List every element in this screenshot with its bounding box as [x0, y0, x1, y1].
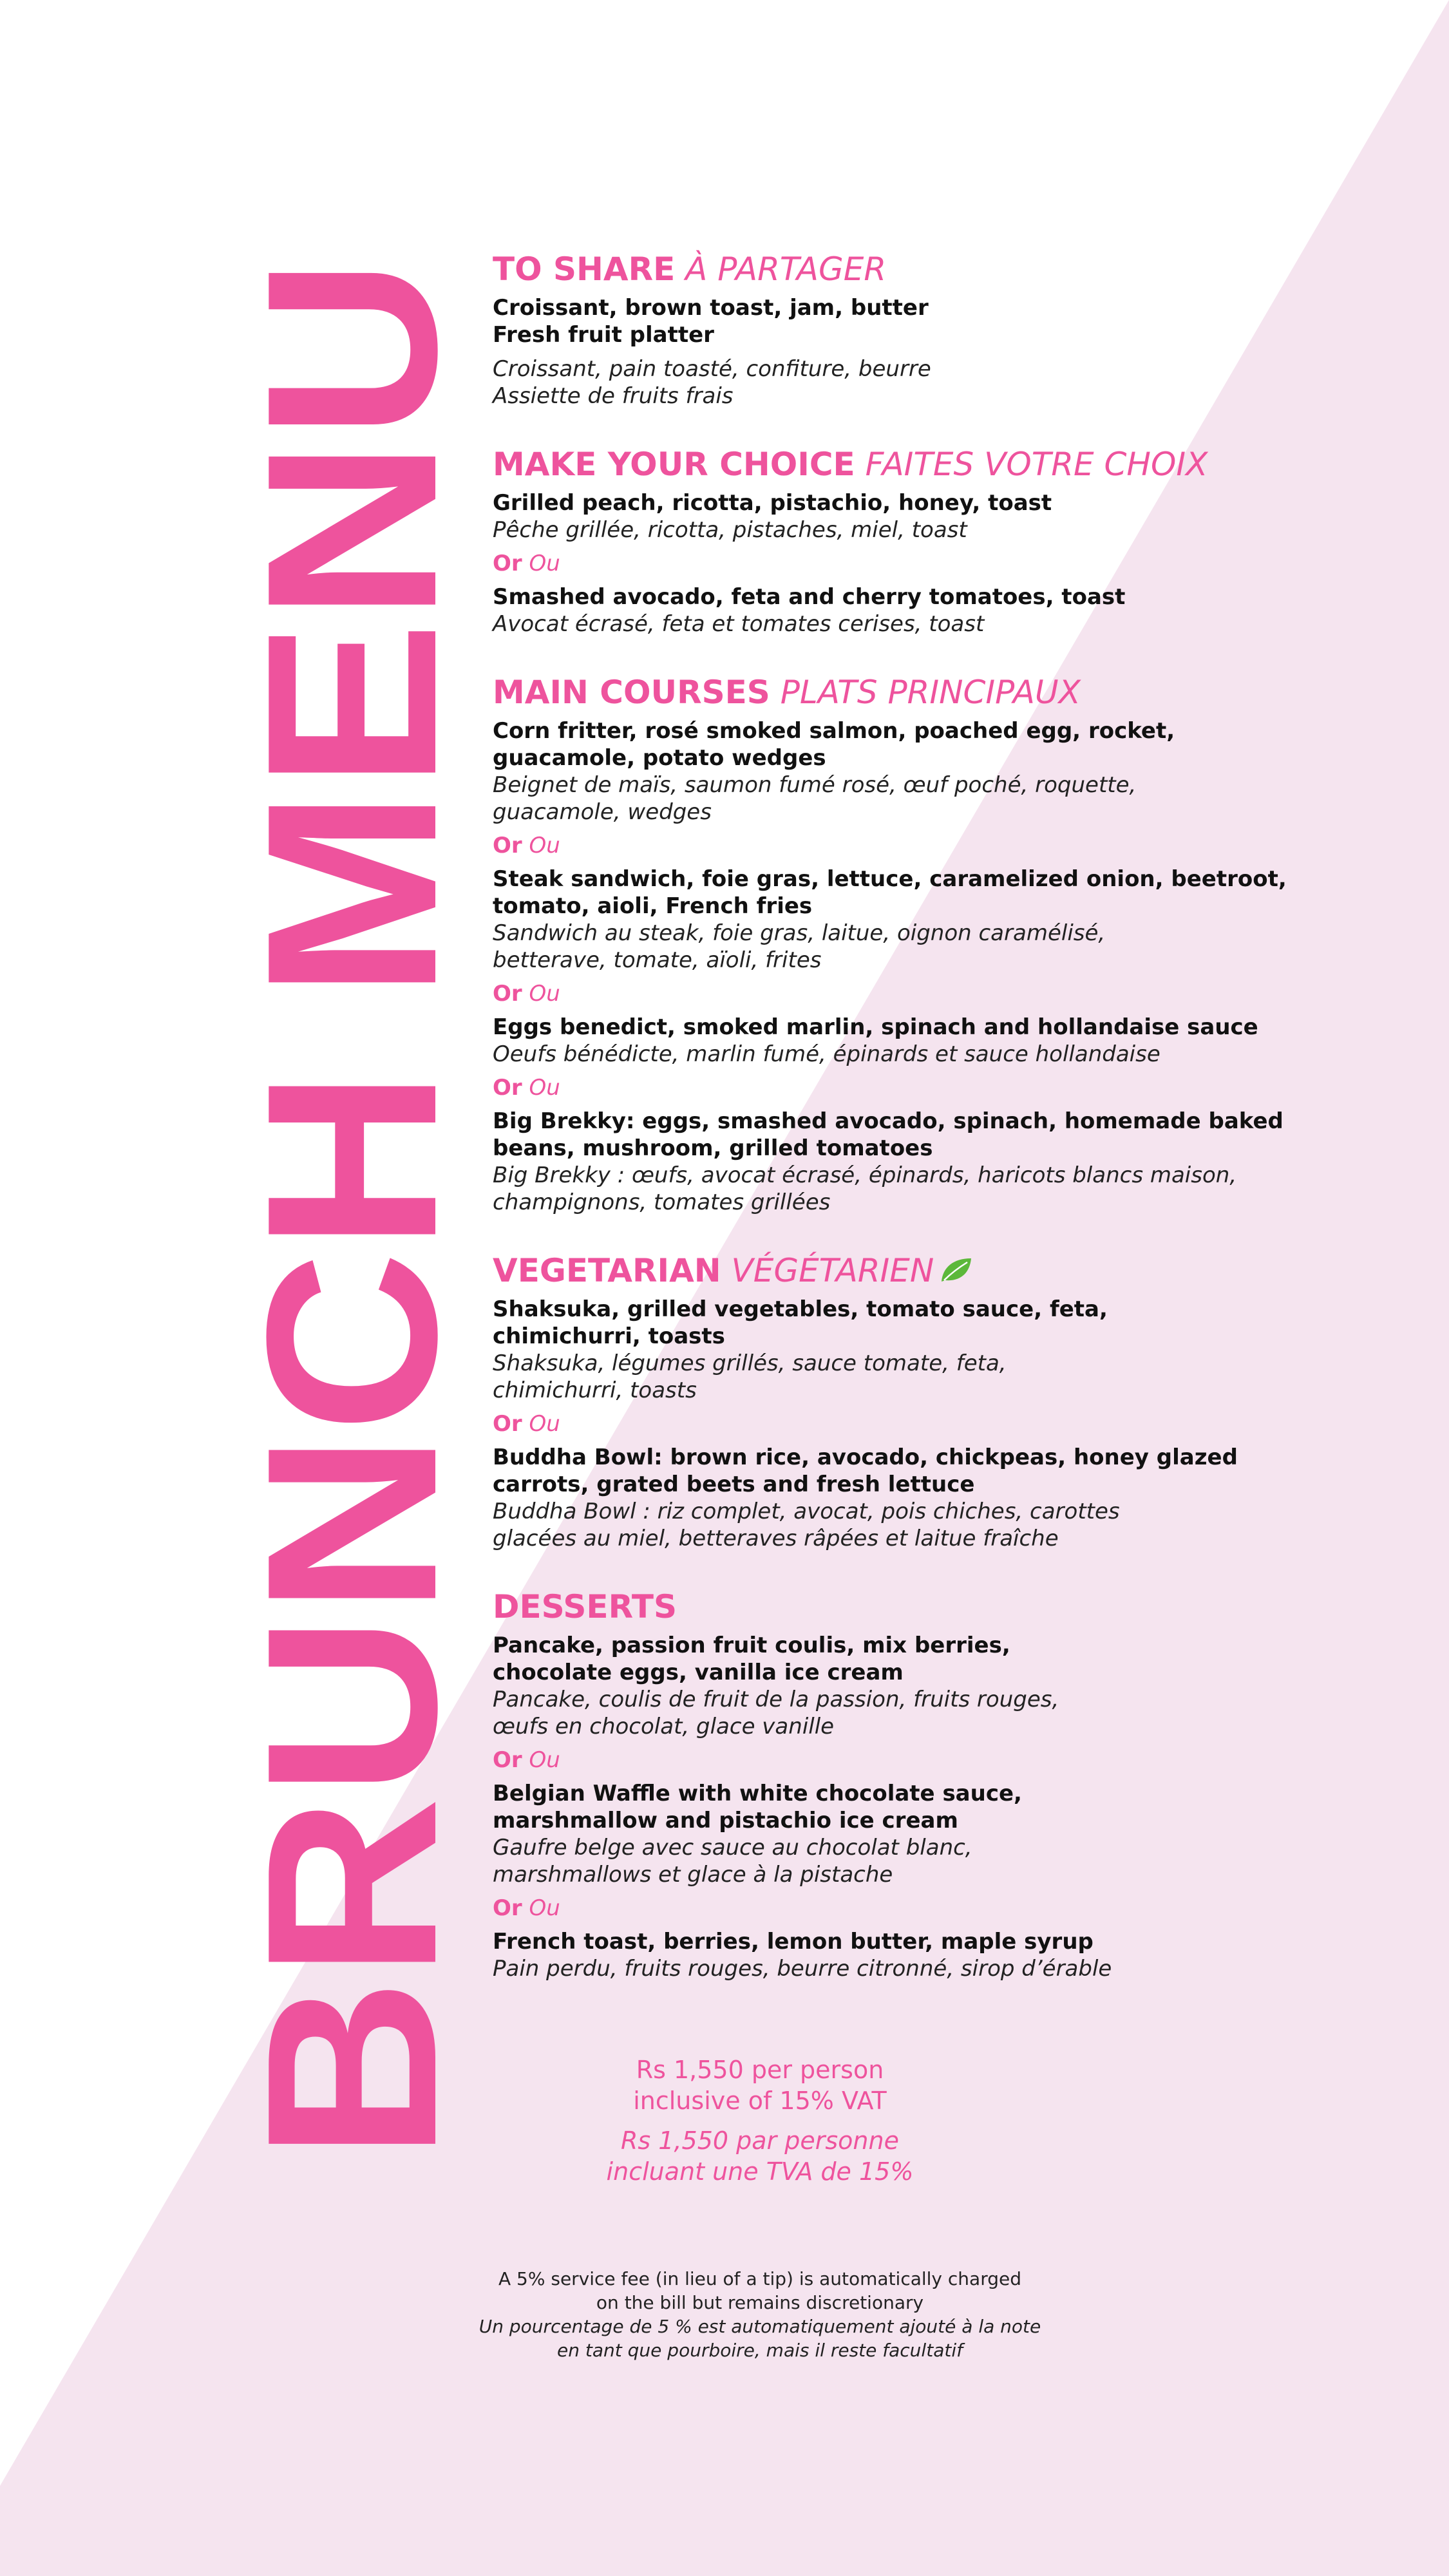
dish-name-en: Grilled peach, ricotta, pistachio, honey, toast: [493, 490, 1052, 516]
price-fr: Rs 1,550 par personne incluant une TVA de 15%: [606, 2126, 914, 2186]
or-separator: [493, 1895, 1330, 1922]
dish-name-en: Pancake, passion fruit coulis, mix berries, chocolate eggs, vanilla ice cream: [493, 1633, 1010, 1685]
or-label-en: Or: [493, 1895, 522, 1921]
dish-name-en: Shaksuka, grilled vegetables, tomato sauce, feta, chimichurri, toasts: [493, 1296, 1108, 1349]
or-label-fr: Ou: [529, 1075, 560, 1101]
service-fee-note: [374, 2267, 1146, 2362]
or-separator: [493, 1410, 1330, 1437]
dish-name-fr: Pancake, coulis de fruit de la passion, fruits rouges, œufs en chocolat, glace vanille: [493, 1687, 1059, 1739]
or-label-fr: Ou: [529, 981, 560, 1007]
dish-item: [493, 1014, 1330, 1068]
section-heading: [493, 248, 1330, 290]
section-title-en: VEGETARIAN: [493, 1252, 721, 1289]
menu-section: [493, 443, 1330, 638]
section-title-en: DESSERTS: [493, 1588, 677, 1625]
menu-section: [493, 248, 1330, 410]
dish-item: [493, 583, 1330, 638]
dish-name-fr: Pain perdu, fruits rouges, beurre citronné, sirop d’érable: [493, 1956, 1112, 1982]
section-heading: [493, 671, 1330, 714]
price-block: [493, 2054, 1027, 2187]
or-label-fr: Ou: [529, 551, 560, 576]
dish-name-fr: Buddha Bowl : riz complet, avocat, pois chiches, carottes glacées au miel, betteraves râpées et laitue fraîche: [493, 1499, 1120, 1551]
section-heading: [493, 443, 1330, 486]
dish-name-fr: Gaufre belge avec sauce au chocolat blanc, marshmallows et glace à la pistache: [493, 1835, 972, 1888]
dish-name-fr: Sandwich au steak, foie gras, laitue, oignon caramélisé, betterave, tomate, aïoli, frites: [493, 920, 1106, 973]
dish-item: [493, 294, 1330, 410]
service-fee-fr: Un pourcentage de 5 % est automatiquement ajouté à la note en tant que pourboire, mais il reste facultatif: [478, 2316, 1041, 2361]
section-heading: [493, 1249, 1330, 1292]
or-label-fr: Ou: [529, 833, 560, 858]
menu-section: [493, 671, 1330, 1216]
dish-item: [493, 1632, 1330, 1740]
dish-item: [493, 1780, 1330, 1888]
dish-name-en: Big Brekky: eggs, smashed avocado, spinach, homemade baked beans, mushroom, grilled tomatoes: [493, 1108, 1283, 1161]
menu-section: [493, 1586, 1330, 1982]
or-label-fr: Ou: [529, 1895, 560, 1921]
or-label-fr: Ou: [529, 1411, 560, 1437]
or-label-en: Or: [493, 551, 522, 576]
or-separator: [493, 1074, 1330, 1101]
dish-name-en: Belgian Waffle with white chocolate sauce, marshmallow and pistachio ice cream: [493, 1781, 1022, 1833]
section-title-fr: VÉGÉTARIEN: [731, 1252, 934, 1289]
dish-name-en: Croissant, brown toast, jam, butter Fresh fruit platter: [493, 295, 929, 348]
or-separator: [493, 980, 1330, 1007]
dish-name-en: Corn fritter, rosé smoked salmon, poached egg, rocket, guacamole, potato wedges: [493, 718, 1175, 771]
dish-name-en: French toast, berries, lemon butter, maple syrup: [493, 1929, 1094, 1955]
dish-name-fr: Big Brekky : œufs, avocat écrasé, épinards, haricots blancs maison, champignons, tomates grillées: [493, 1162, 1237, 1215]
or-label-en: Or: [493, 1075, 522, 1101]
dish-name-fr: Shaksuka, légumes grillés, sauce tomate, feta, chimichurri, toasts: [493, 1350, 1007, 1403]
dish-item: [493, 1108, 1330, 1216]
leaf-icon: [939, 1256, 972, 1284]
menu-section: [493, 1249, 1330, 1552]
or-label-fr: Ou: [529, 1747, 560, 1773]
or-label-en: Or: [493, 1747, 522, 1773]
dish-item: [493, 866, 1330, 974]
dish-name-en: Steak sandwich, foie gras, lettuce, caramelized onion, beetroot, tomato, aioli, French fries: [493, 866, 1287, 919]
dish-name-en: Buddha Bowl: brown rice, avocado, chickpeas, honey glazed carrots, grated beets and fresh lettuce: [493, 1444, 1238, 1497]
section-title-fr: À PARTAGER: [685, 251, 887, 288]
dish-name-fr: Avocat écrasé, feta et tomates cerises, toast: [493, 611, 985, 637]
section-title-en: MAKE YOUR CHOICE: [493, 446, 855, 483]
dish-name-en: Smashed avocado, feta and cherry tomatoes, toast: [493, 584, 1126, 610]
or-separator: [493, 832, 1330, 859]
or-separator: [493, 1747, 1330, 1774]
section-title-fr: PLATS PRINCIPAUX: [780, 674, 1081, 711]
dish-name-fr: Croissant, pain toasté, confiture, beurre Assiette de fruits frais: [493, 356, 931, 409]
dish-item: [493, 1444, 1330, 1552]
or-label-en: Or: [493, 833, 522, 858]
menu-content: [493, 248, 1330, 2016]
dish-name-en: Eggs benedict, smoked marlin, spinach and hollandaise sauce: [493, 1014, 1258, 1040]
or-label-en: Or: [493, 1411, 522, 1437]
section-title-fr: FAITES VOTRE CHOIX: [865, 446, 1208, 483]
dish-item: [493, 1928, 1330, 1982]
or-label-en: Or: [493, 981, 522, 1007]
dish-item: [493, 1296, 1330, 1404]
or-separator: [493, 550, 1330, 577]
dish-name-fr: Pêche grillée, ricotta, pistaches, miel, toast: [493, 517, 967, 543]
dish-item: [493, 717, 1330, 826]
service-fee-en: A 5% service fee (in lieu of a tip) is automatically charged on the bill but remains discretionary: [498, 2268, 1021, 2313]
dish-name-fr: Oeufs bénédicte, marlin fumé, épinards et sauce hollandaise: [493, 1041, 1160, 1067]
price-en: Rs 1,550 per person inclusive of 15% VAT: [633, 2056, 887, 2115]
dish-item: [493, 489, 1330, 544]
dish-name-fr: Beignet de maïs, saumon fumé rosé, œuf poché, roquette, guacamole, wedges: [493, 772, 1137, 825]
section-title-en: TO SHARE: [493, 251, 676, 288]
section-heading: [493, 1586, 1330, 1628]
side-title: BRUNCH MENU: [216, 331, 487, 2161]
section-title-en: MAIN COURSES: [493, 674, 770, 711]
